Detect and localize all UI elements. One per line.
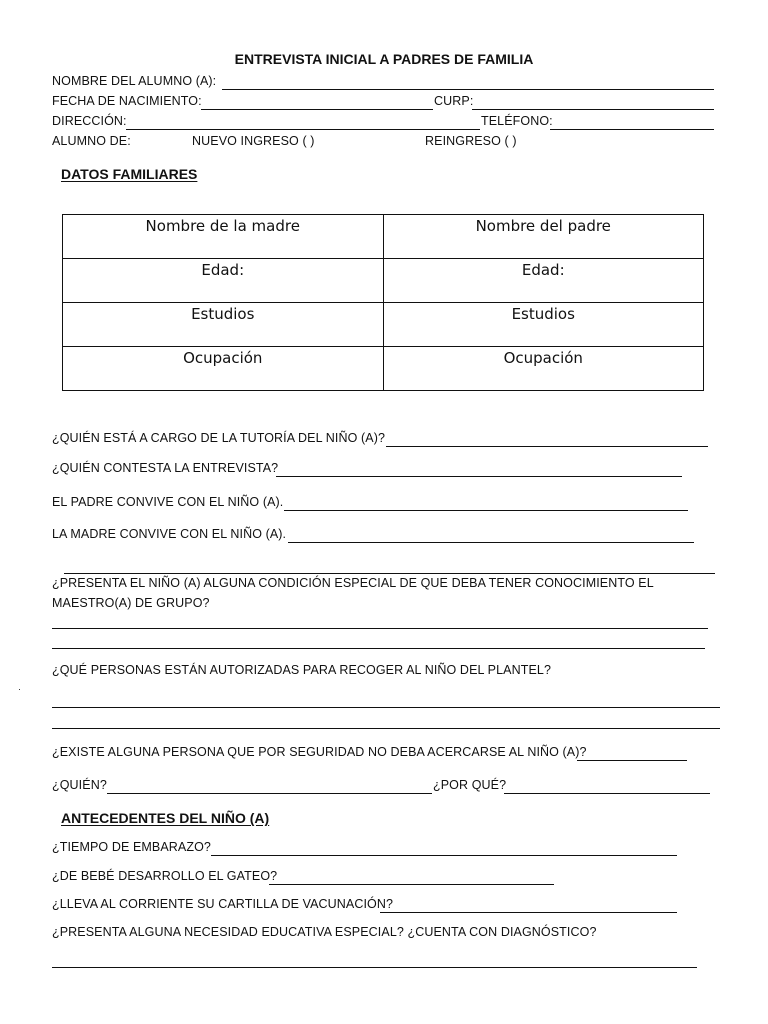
vaccination-field[interactable] [380,898,677,913]
pregnancy-time-field[interactable] [211,841,677,856]
family-data-table [62,214,704,391]
mother-name-cell[interactable]: Nombre de la madre [63,215,384,259]
authorized-pickup-answer-line[interactable] [52,728,720,729]
special-condition-question-line1: ¿PRESENTA EL NIÑO (A) ALGUNA CONDICIÓN ESPECIAL DE QUE DEBA TENER CONOCIMIENTO EL [52,576,654,590]
address-field[interactable] [126,115,480,130]
special-needs-answer-line[interactable] [52,967,697,968]
special-condition-answer-line[interactable] [52,628,708,629]
phone-field[interactable] [550,115,714,130]
father-lives-field[interactable] [284,496,688,511]
crawling-field[interactable] [269,870,554,885]
family-data-heading: DATOS FAMILIARES [61,166,198,182]
special-condition-question-line2: MAESTRO(A) DE GRUPO? [52,596,210,610]
stray-dot: · [18,684,21,694]
birthdate-label: FECHA DE NACIMIENTO: [52,94,202,108]
guardian-field[interactable] [386,432,708,447]
father-lives-question: EL PADRE CONVIVE CON EL NIÑO (A). [52,495,284,509]
mother-lives-field[interactable] [288,528,694,543]
father-studies-cell[interactable]: Estudios [383,303,704,347]
pregnancy-time-question: ¿TIEMPO DE EMBARAZO? [52,840,211,854]
curp-field[interactable] [472,95,714,110]
phone-label: TELÉFONO: [481,114,553,128]
form-title: ENTREVISTA INICIAL A PADRES DE FAMILIA [234,51,534,67]
interviewee-field[interactable] [276,462,682,477]
father-age-cell[interactable]: Edad: [383,259,704,303]
interviewee-question: ¿QUIÉN CONTESTA LA ENTREVISTA? [52,461,279,475]
vaccination-question: ¿LLEVA AL CORRIENTE SU CARTILLA DE VACUNACIÓN? [52,897,394,911]
who-field[interactable] [107,779,432,794]
curp-label: CURP: [434,94,474,108]
mother-lives-question: LA MADRE CONVIVE CON EL NIÑO (A). [52,527,287,541]
table-row [63,347,704,391]
restricted-person-question: ¿EXISTE ALGUNA PERSONA QUE POR SEGURIDAD NO DEBA ACERCARSE AL NIÑO (A)? [52,745,587,759]
child-history-heading: ANTECEDENTES DEL NIÑO (A) [61,810,270,826]
student-type-label: ALUMNO DE: [52,134,131,148]
table-row [63,303,704,347]
mother-occupation-cell[interactable]: Ocupación [63,347,384,391]
special-needs-question: ¿PRESENTA ALGUNA NECESIDAD EDUCATIVA ESPECIAL? ¿CUENTA CON DIAGNÓSTICO? [52,925,597,939]
student-name-field[interactable] [222,75,714,90]
address-label: DIRECCIÓN: [52,114,127,128]
who-label: ¿QUIÉN? [52,778,107,792]
why-field[interactable] [504,779,710,794]
mother-studies-cell[interactable]: Estudios [63,303,384,347]
reentry-option[interactable]: REINGRESO ( ) [425,134,517,148]
special-condition-answer-line[interactable] [52,648,705,649]
mother-age-cell[interactable]: Edad: [63,259,384,303]
authorized-pickup-question: ¿QUÉ PERSONAS ESTÁN AUTORIZADAS PARA RECOGER AL NIÑO DEL PLANTEL? [52,663,551,677]
student-name-label: NOMBRE DEL ALUMNO (A): [52,74,217,88]
father-name-cell[interactable]: Nombre del padre [383,215,704,259]
why-label: ¿POR QUÉ? [433,778,507,792]
father-occupation-cell[interactable]: Ocupación [383,347,704,391]
blank-answer-line[interactable] [64,573,715,574]
birthdate-field[interactable] [201,95,433,110]
restricted-person-field[interactable] [577,746,687,761]
guardian-question: ¿QUIÉN ESTÁ A CARGO DE LA TUTORÍA DEL NIÑO (A)? [52,431,386,445]
crawling-question: ¿DE BEBÉ DESARROLLO EL GATEO? [52,869,278,883]
new-entry-option[interactable]: NUEVO INGRESO ( ) [192,134,315,148]
table-row [63,215,704,259]
table-row [63,259,704,303]
authorized-pickup-answer-line[interactable] [52,707,720,708]
